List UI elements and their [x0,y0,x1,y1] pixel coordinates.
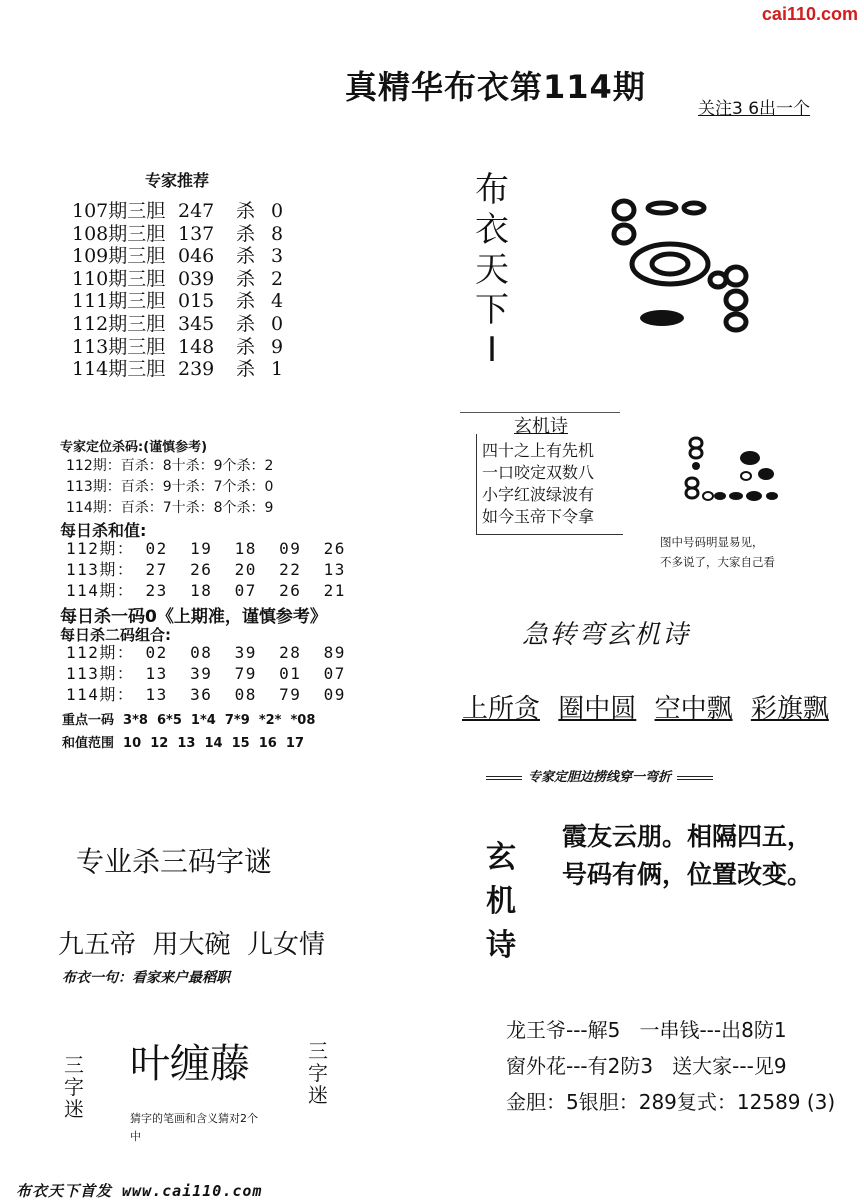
sum-range: 和值范围 10 12 13 14 15 16 17 [62,736,304,751]
tip-line: 金胆：5银胆：289复式：12589 (3) [506,1090,836,1114]
big-riddle: 叶缠藤 [130,1041,250,1087]
recommend-heading: 专家推荐 [145,171,210,190]
kill-two-row: 112期： 02 08 39 28 89 [66,643,346,662]
recommend-row: 111期三胆 015 杀 4 [72,290,284,313]
poem-line: 一口咬定双数八 [482,463,595,482]
position-kill-list [66,456,273,519]
sum-kill-row: 112期： 02 19 18 09 26 [66,539,346,558]
expert-line [480,766,719,785]
expert-line-text: 专家定胆边捞线穿一弯折 [528,770,672,785]
kill-two-list [66,642,346,705]
phrase: 圈中圆 [558,694,637,724]
recommend-row: 113期三胆 148 杀 9 [72,335,284,358]
picture-note-line: 图中号码明显易见， [660,535,764,549]
xuanji-poem-title: 玄机诗 [514,416,568,437]
kill-two-row: 113期： 13 39 79 01 07 [66,664,346,683]
urgent-poem-title: 急转弯玄机诗 [522,620,691,650]
sum-kill-heading: 每日杀和值: [60,521,147,540]
vertical-label-right: 三字迷 [308,1039,328,1107]
position-kill-heading: 专家定位杀码:(谨慎参考) [60,440,208,455]
xuanji-riddle [562,818,812,894]
riddle-line: 霞友云朋。相隔四五， [562,822,813,851]
recommend-row: 114期三胆 239 杀 1 [72,358,284,381]
dash-right [677,776,713,780]
sum-kill-row: 113期： 27 26 20 22 13 [66,560,346,579]
vertical-title-xuanji: 玄机诗 [486,840,516,963]
vertical-title-buyi: 布衣天下I [475,170,509,370]
picture-note [660,532,775,572]
picture-note-line: 不多说了，大家自己看 [660,555,775,569]
phrase-row [462,688,839,725]
position-kill-row: 113期：百杀：9十杀：7个杀：0 [66,479,274,495]
position-kill-row: 114期：百杀：7十杀：8个杀：9 [66,500,274,516]
page-title: 真精华布衣第114期 [345,68,646,106]
vertical-label-left: 三字迷 [64,1053,84,1121]
buyi-sentence: 布衣一句：看家来户最稻职 [62,970,230,986]
site-tag[interactable]: cai110.com [761,4,858,24]
recommend-row: 108期三胆 137 杀 8 [72,222,284,245]
phrase: 空中飘 [654,694,733,724]
tip-line: 龙王爷---解5 一串钱---出8防1 [506,1018,787,1042]
hint-picture-numbers [680,430,790,510]
riddle-hint: 猜字的笔画和含义猜对2个中 [130,1112,258,1143]
riddle-title: 专业杀三码字谜 [76,845,273,878]
recommend-list [72,200,283,381]
poem-line: 小字红波绿波有 [482,485,595,504]
hint-picture-beads [604,186,764,336]
riddle-line: 号码有俩，位置改变。 [562,860,813,889]
recommend-row: 110期三胆 039 杀 2 [72,267,284,290]
riddle-line: 九五帝 用大碗 儿女情 [58,930,326,960]
sum-kill-row: 114期： 23 18 07 26 21 [66,581,346,600]
kill-two-heading: 每日杀二码组合: [60,626,171,644]
position-kill-row: 112期：百杀：8十杀：9个杀：2 [66,458,274,474]
recommend-row: 112期三胆 345 杀 0 [72,312,284,335]
kill-two-row: 114期： 13 36 08 79 09 [66,685,346,704]
top-note: 关注3 6出一个 [698,99,811,119]
phrase: 彩旗飘 [750,694,829,724]
kill-one-heading: 每日杀一码0《上期准，谨慎参考》 [60,607,327,627]
phrase: 上所贪 [462,694,541,724]
xuanji-poem [482,440,594,528]
dash-left [486,776,522,780]
poem-line: 四十之上有先机 [482,441,595,460]
focus-numbers: 重点一码 3*8 6*5 1*4 7*9 *2* *08 [62,713,316,728]
tips-list [506,1012,835,1120]
recommend-row: 109期三胆 046 杀 3 [72,245,284,268]
footer[interactable]: 布衣天下首发 www.cai110.com [16,1182,263,1200]
recommend-row: 107期三胆 247 杀 0 [72,200,284,222]
poem-line: 如今玉帝下令拿 [482,507,595,526]
sum-kill-list [66,538,346,601]
tip-line: 窗外花---有2防3 送大家---见9 [506,1054,787,1078]
